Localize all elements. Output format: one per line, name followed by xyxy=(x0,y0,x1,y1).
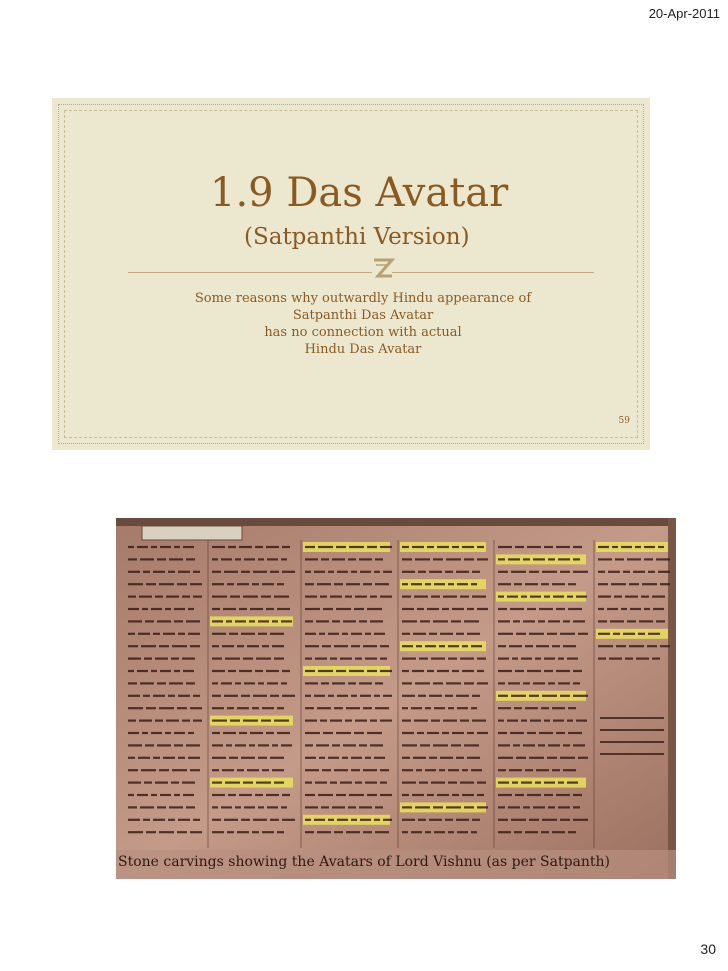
slide-subtitle: (Satpanthi Version) xyxy=(244,224,470,250)
slide-59 xyxy=(52,98,650,450)
stone-carving-photo xyxy=(116,518,676,879)
stone-carving-image xyxy=(116,518,676,879)
print-date: 20-Apr-2011 xyxy=(648,6,720,21)
divider-left xyxy=(128,272,372,273)
slide-body xyxy=(148,290,578,358)
flourish-ornament-icon xyxy=(370,256,396,282)
body-line: has no connection with actual xyxy=(264,325,462,340)
body-line: Satpanthi Das Avatar xyxy=(292,308,434,323)
page-number: 30 xyxy=(700,941,716,957)
slide-number: 59 xyxy=(618,416,630,426)
body-line: Some reasons why outwardly Hindu appearance of xyxy=(194,291,532,306)
slide-border-inner xyxy=(64,110,638,438)
body-line: Hindu Das Avatar xyxy=(304,342,422,357)
photo-caption: Stone carvings showing the Avatars of Lord Vishnu (as per Satpanth) xyxy=(118,854,611,870)
divider-right xyxy=(392,272,594,273)
slide-title: 1.9 Das Avatar xyxy=(210,170,509,216)
